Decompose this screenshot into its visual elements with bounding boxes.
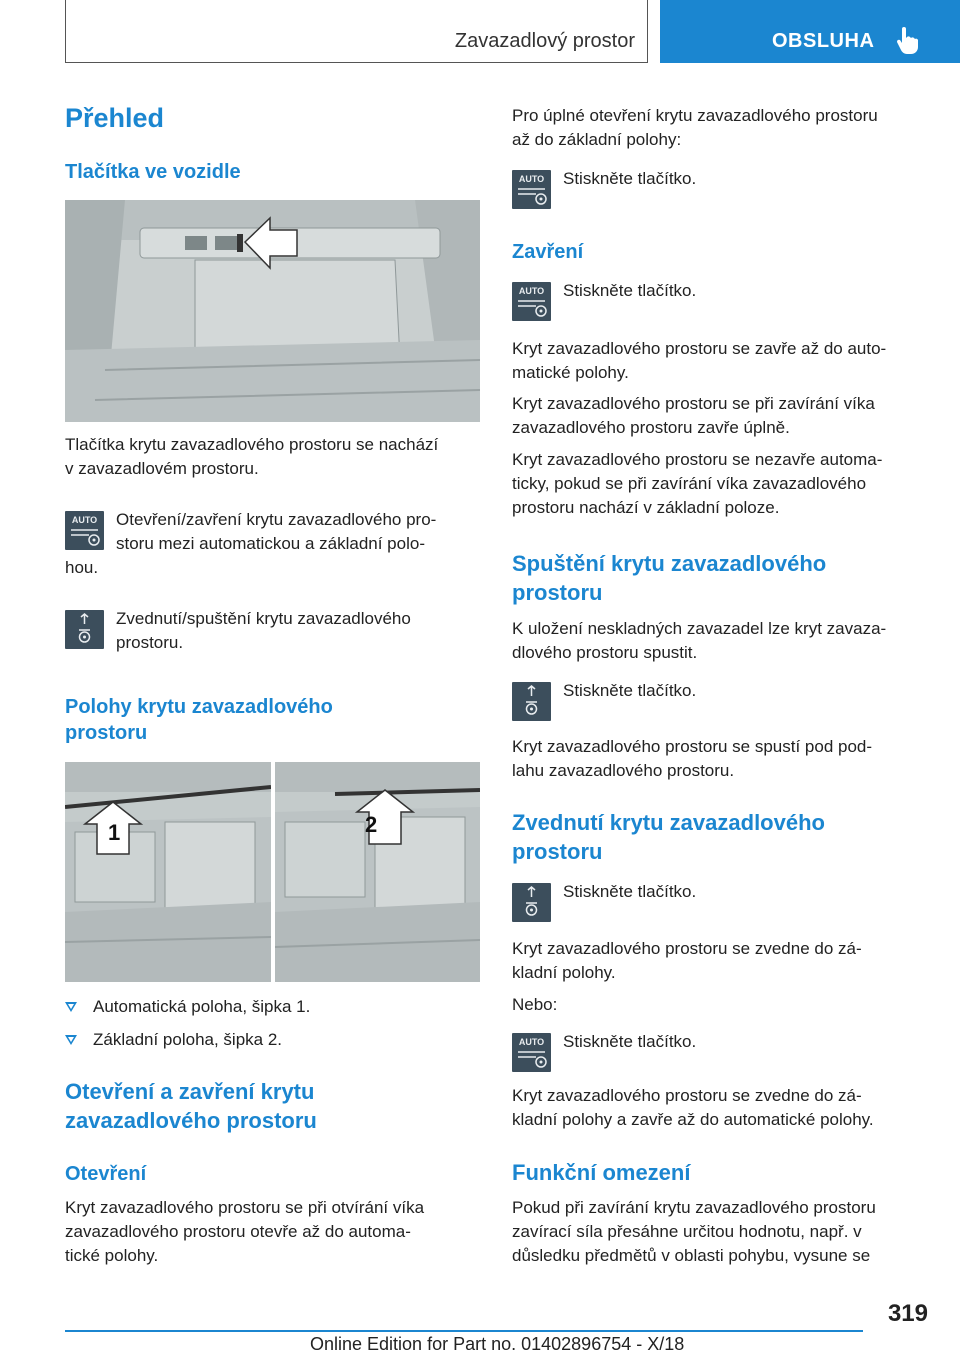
buttons-desc-line-1: Tlačítka krytu zavazadlového prostoru se nachází	[65, 435, 439, 454]
heading-raise-2: prostoru	[512, 839, 603, 864]
auto-button-icon	[512, 1033, 551, 1072]
open-paragraph-line-2: zavazadlového prostoru otevře až do automa-	[65, 1222, 411, 1241]
heading-raise-1: Zvednutí krytu zavazadlového	[512, 810, 825, 835]
auto-icon-text-3: hou.	[65, 558, 99, 577]
limit-p-line-3: důsledku předmětů v oblasti pohybu, vysune se	[512, 1246, 871, 1265]
heading-close: Zavření	[512, 241, 584, 263]
raise-p2-line-2: kladní polohy a zavře až do automatické polohy.	[512, 1110, 874, 1129]
open-paragraph-line-3: tické polohy.	[65, 1246, 159, 1265]
or-text: Nebo:	[512, 995, 558, 1014]
auto-button-icon	[512, 282, 551, 321]
updown-icon-text-1: Zvednutí/spuštění krytu zavazadlového	[116, 609, 411, 628]
svg-text:AUTO: AUTO	[518, 286, 545, 296]
bullet-text-1: Automatická poloha, šipka 1.	[93, 997, 311, 1016]
heading-buttons-in-vehicle: Tlačítka ve vozidle	[65, 161, 241, 183]
position-label-2: 2	[365, 812, 378, 837]
press-button-text: Stiskněte tlačítko.	[563, 281, 697, 300]
heading-positions-1: Polohy krytu zavazadlového	[65, 696, 333, 718]
close-p3-line-2: ticky, pokud se při zavírání víka zavazadlového	[512, 474, 867, 493]
svg-text:AUTO: AUTO	[71, 515, 98, 525]
bullet-item-1	[65, 995, 480, 1019]
raise-p2-line-1: Kryt zavazadlového prostoru se zvedne do zá-	[512, 1086, 862, 1105]
cover-position-2-photo	[275, 762, 480, 982]
trunk-buttons-photo	[65, 200, 480, 422]
position-label-1: 1	[108, 820, 121, 845]
heading-positions-2: prostoru	[65, 722, 148, 744]
auto-button-icon	[65, 511, 104, 550]
updown-icon-text-2: prostoru.	[116, 633, 184, 652]
heading-lower-2: prostoru	[512, 580, 603, 605]
heading-open-close-1: Otevření a zavření krytu	[65, 1079, 315, 1104]
lower-p2-line-1: Kryt zavazadlového prostoru se spustí pod pod-	[512, 737, 873, 756]
bullet-text-2: Základní poloha, šipka 2.	[93, 1030, 283, 1049]
full-open-line-1: Pro úplné otevření krytu zavazadlového prostoru	[512, 106, 878, 125]
section-title: Zavazadlový prostor	[454, 30, 635, 52]
auto-icon-text-1: Otevření/zavření krytu zavazadlového pro-	[116, 510, 437, 529]
full-open-line-2: až do základní polohy:	[512, 130, 682, 149]
heading-open-close-2: zavazadlového prostoru	[65, 1108, 317, 1133]
auto-button-icon	[512, 170, 551, 209]
close-p1-line-2: matické polohy.	[512, 363, 629, 382]
raise-p1-line-2: kladní polohy.	[512, 963, 616, 982]
press-button-text: Stiskněte tlačítko.	[563, 169, 697, 188]
hand-pointer-icon	[896, 27, 920, 55]
close-p3-line-3: prostoru nachází v základní poloze.	[512, 498, 780, 517]
svg-text:AUTO: AUTO	[518, 1037, 545, 1047]
heading-function-limit: Funkční omezení	[512, 1160, 691, 1185]
close-p1-line-1: Kryt zavazadlového prostoru se zavře až do auto-	[512, 339, 887, 358]
heading-lower-1: Spuštění krytu zavazadlového	[512, 551, 827, 576]
press-button-text: Stiskněte tlačítko.	[563, 1032, 697, 1051]
bullet-item-2	[65, 1028, 480, 1052]
svg-text:AUTO: AUTO	[518, 174, 545, 184]
lower-p2-line-2: lahu zavazadlového prostoru.	[512, 761, 735, 780]
raise-p1-line-1: Kryt zavazadlového prostoru se zvedne do zá-	[512, 939, 862, 958]
page-number: 319	[887, 1300, 928, 1327]
open-paragraph-line-1: Kryt zavazadlového prostoru se při otvírání víka	[65, 1198, 425, 1217]
heading-overview: Přehled	[65, 103, 165, 133]
press-button-text: Stiskněte tlačítko.	[563, 681, 697, 700]
header-section-box	[65, 0, 648, 63]
footer-edition: Online Edition for Part no. 01402896754 - X/18	[310, 1334, 685, 1354]
heading-open: Otevření	[65, 1163, 147, 1185]
close-p2-line-2: zavazadlového prostoru zavře úplně.	[512, 418, 790, 437]
buttons-desc-line-2: v zavazadlovém prostoru.	[65, 459, 259, 478]
cover-position-1-photo	[65, 762, 271, 982]
lower-p1-line-1: K uložení neskladných zavazadel lze kryt zavaza-	[512, 619, 887, 638]
tab-label: OBSLUHA	[772, 30, 875, 52]
header-tab-obsluha[interactable]	[660, 0, 960, 63]
close-p3-line-1: Kryt zavazadlového prostoru se nezavře automa-	[512, 450, 883, 469]
up-down-button-icon	[65, 610, 104, 649]
up-down-button-icon	[512, 883, 551, 922]
auto-icon-text-2: storu mezi automatickou a základní polo-	[116, 534, 425, 553]
limit-p-line-1: Pokud při zavírání krytu zavazadlového prostoru	[512, 1198, 876, 1217]
footer-divider	[65, 1330, 863, 1332]
press-button-text: Stiskněte tlačítko.	[563, 882, 697, 901]
close-p2-line-1: Kryt zavazadlového prostoru se při zavírání víka	[512, 394, 875, 413]
up-down-button-icon	[512, 682, 551, 721]
lower-p1-line-2: dlového prostoru spustit.	[512, 643, 698, 662]
limit-p-line-2: zavírací síla přesáhne určitou hodnotu, např. v	[512, 1222, 862, 1241]
